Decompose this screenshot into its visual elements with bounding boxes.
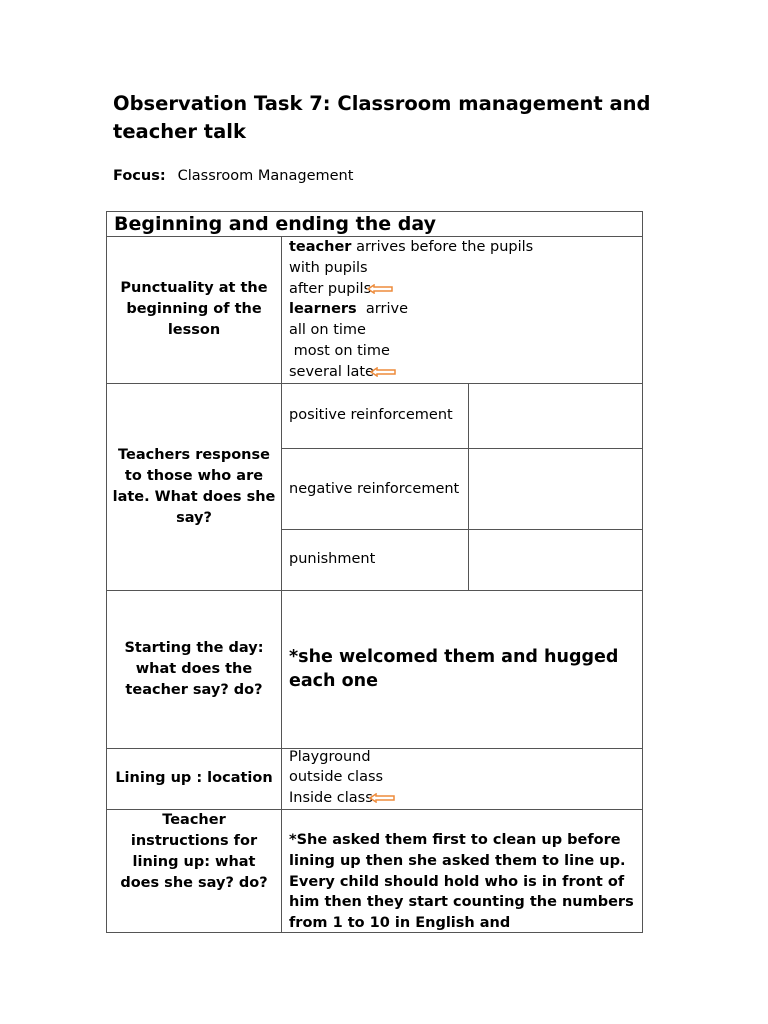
focus-line bbox=[113, 168, 353, 184]
teacher-word: teacher bbox=[289, 239, 352, 255]
lining-option-inside: Inside class bbox=[289, 790, 373, 807]
instructions-label: Teacher instructions for lining up: what does she say? do? bbox=[107, 809, 282, 932]
left-arrow-icon bbox=[370, 367, 396, 377]
punishment-label: punishment bbox=[282, 530, 469, 590]
lining-option-playground: Playground bbox=[289, 748, 371, 765]
learners-word: learners bbox=[289, 301, 357, 318]
learners-arrive-line bbox=[289, 299, 642, 320]
option-after-pupils-line bbox=[289, 279, 642, 300]
negative-reinforcement-value bbox=[469, 449, 643, 530]
punctuality-label: Punctuality at the beginning of the lesson bbox=[107, 237, 282, 384]
response-subtable bbox=[282, 384, 642, 590]
observation-table bbox=[106, 211, 643, 933]
option-after-pupils: after pupils bbox=[289, 280, 372, 297]
left-arrow-icon bbox=[367, 284, 393, 294]
starting-label: Starting the day: what does the teacher say? do? bbox=[107, 590, 282, 748]
response-label: Teachers response to those who are late. What does she say? bbox=[107, 383, 282, 590]
option-several-late-line bbox=[289, 362, 642, 383]
instructions-row bbox=[107, 809, 643, 932]
focus-value: Classroom Management bbox=[177, 168, 354, 184]
lining-row bbox=[107, 748, 643, 809]
punishment-row bbox=[282, 530, 642, 590]
instructions-answer: *She asked them first to clean up before lining up then she asked them to line up. Every child should hold who is in front of him then they start counting the numbers from 1 to 10 in English and bbox=[289, 831, 634, 932]
left-arrow-icon bbox=[369, 793, 395, 803]
header-row bbox=[107, 212, 643, 237]
positive-reinforcement-value bbox=[469, 384, 643, 449]
option-several-late: several late bbox=[289, 363, 374, 380]
response-row bbox=[107, 383, 643, 590]
section-header: Beginning and ending the day bbox=[107, 212, 643, 237]
positive-row bbox=[282, 384, 642, 449]
punctuality-options bbox=[282, 237, 643, 384]
negative-reinforcement-label: negative reinforcement bbox=[282, 449, 469, 530]
punctuality-row bbox=[107, 237, 643, 384]
negative-row bbox=[282, 449, 642, 530]
lining-option-inside-line bbox=[289, 788, 642, 809]
teacher-arrives-text: arrives before the pupils bbox=[351, 239, 534, 255]
page-title: Observation Task 7: Classroom management and teacher talk bbox=[113, 92, 651, 143]
option-all-on-time: all on time bbox=[289, 322, 366, 339]
lining-option-outside: outside class bbox=[289, 769, 384, 786]
starting-answer: *she welcomed them and hugged each one bbox=[282, 590, 643, 748]
focus-label: Focus: bbox=[113, 168, 166, 184]
learners-arrive-text: arrive bbox=[356, 301, 408, 318]
option-with-pupils: with pupils bbox=[289, 259, 368, 276]
teacher-arrives-line bbox=[289, 237, 642, 258]
starting-row bbox=[107, 590, 643, 748]
lining-label: Lining up : location bbox=[107, 748, 282, 809]
lining-options bbox=[282, 748, 643, 809]
response-cell bbox=[282, 383, 643, 590]
instructions-cell bbox=[282, 809, 643, 932]
positive-reinforcement-label: positive reinforcement bbox=[282, 384, 469, 449]
option-most-on-time: most on time bbox=[289, 342, 390, 359]
punishment-value bbox=[469, 530, 643, 590]
